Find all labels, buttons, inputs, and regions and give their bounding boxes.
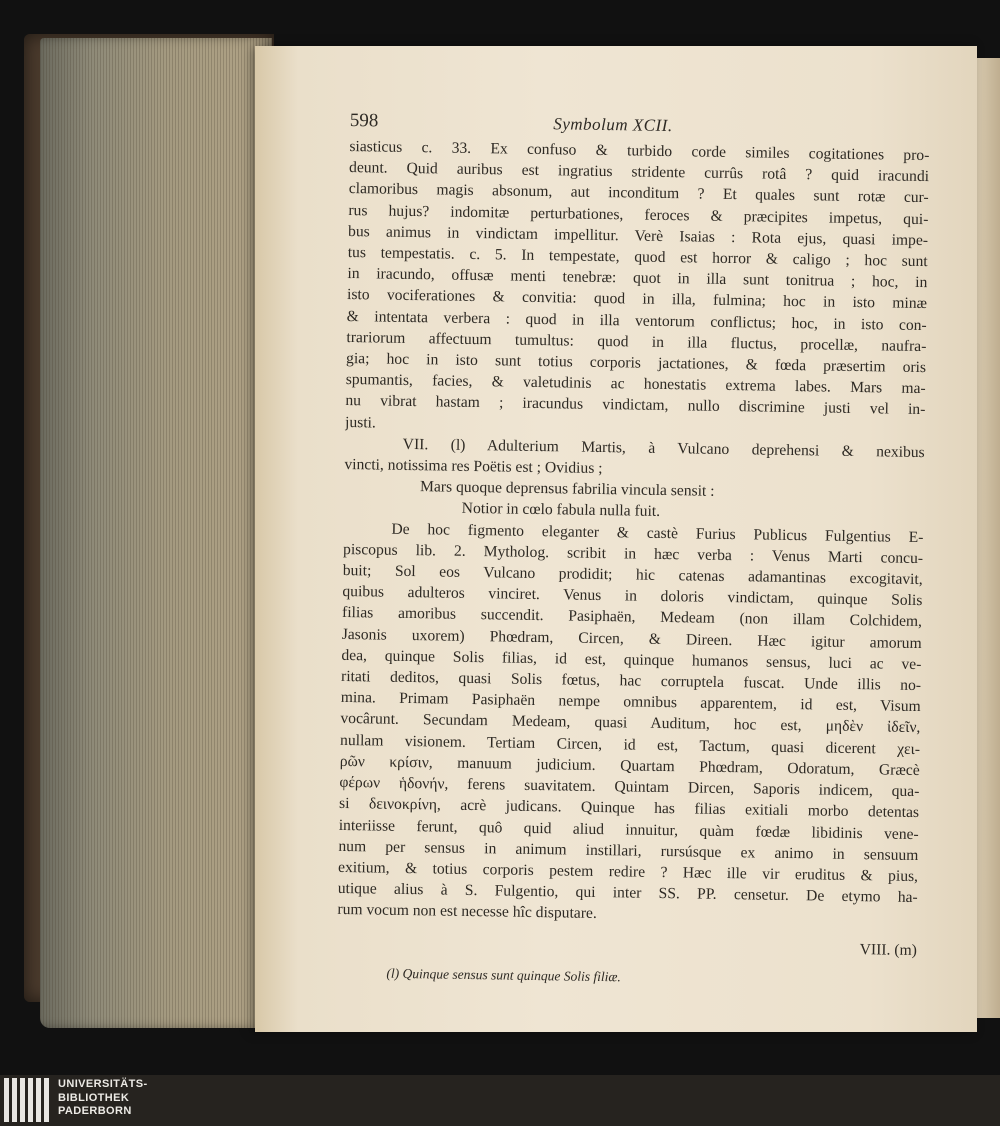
text-line: deunt. Quid auribus est ingratius stridente currûs rotâ ? quid iracundi — [348, 159, 930, 186]
text-line: vocârunt. Secundam Medeam, quasi Auditum, hoc est, μηδὲν ἰδεῖν, — [340, 710, 921, 737]
text-line: quibus adulteros vinciret. Venus in doloris vindictam, quinque Solis — [342, 583, 923, 610]
library-name — [58, 1078, 148, 1119]
text-line: φέρων ἡδονήν, ferens suavitatem. Quintam Dircen, Saporis indicem, qua- — [339, 774, 920, 801]
text-line: utique alius à S. Fulgentio, qui inter SS. PP. censetur. De etymo ha- — [337, 880, 918, 907]
page-number: 598 — [349, 110, 379, 132]
facing-page-edge — [976, 58, 1000, 1018]
text-line: nullam visionem. Tertiam Circen, id est, Tactum, quasi dicerent χει- — [339, 731, 921, 758]
text-line: dea, quinque Solis filias, id est, quinque humanos sensus, luci ac ve- — [341, 646, 922, 673]
verse-line: Mars quoque deprensus fabrilia vincula sensit : — [419, 478, 715, 501]
text-line: clamoribus magis absonum, aut inconditum ? Et quales sunt rotæ cur- — [348, 180, 929, 207]
page-text — [336, 110, 930, 992]
text-line: rum vocum non est necesse hîc disputare. — [337, 901, 597, 923]
library-name-line: PADERBORN — [58, 1105, 132, 1117]
text-line: piscopus lib. 2. Mytholog. scribit in hæc verba : Venus Marti concu- — [342, 540, 924, 567]
text-line: & intentata verbera : quod in illa ventorum conflictus; hoc, in isto con- — [346, 307, 927, 334]
paragraph-1 — [345, 136, 930, 442]
text-line: Jasonis uxorem) Phœdram, Circen, & Direen. Hæc igitur amorum — [341, 625, 922, 652]
text-line: mina. Primam Pasiphaën nempe omnibus apparentem, id est, Visum — [340, 689, 921, 716]
catchword: VIII. (m) — [859, 940, 918, 959]
text-line: justi. — [344, 413, 376, 432]
library-logo-icon — [4, 1078, 54, 1122]
text-line: filias amoribus succendit. Pasiphaën, Medeam (non illam Colchidem, — [341, 604, 923, 631]
text-line: ritati deditos, quasi Solis fœtus, hac corruptela fuscat. Unde illis no- — [340, 668, 922, 695]
text-line: vincti, notissima res Poëtis est ; Ovidius ; — [344, 456, 603, 478]
text-line: VII. (l) Adulterium Martis, à Vulcano deprehensi & nexibus — [402, 435, 925, 461]
text-line: in iracundo, offusæ menti tenebræ: quot in illa sunt tonitrua ; hoc, in — [347, 265, 928, 292]
text-line: interiisse ferunt, quô quid aliud innuitur, quàm fœdæ libidinis vene- — [338, 816, 919, 843]
text-line: gia; hoc in isto sunt totius corporis jactationes, & fœda præsertim oris — [345, 350, 927, 377]
verse-line: Notior in cœlo fabula nulla fuit. — [461, 500, 661, 521]
library-name-line: BIBLIOTHEK — [58, 1091, 130, 1104]
text-line: tus tempestatis. c. 5. In tempestate, quod est horror & caligo ; hoc sunt — [347, 243, 928, 271]
text-line: num per sensus in animum instillari, rursúsque ex animo in sensuum — [338, 837, 919, 864]
library-footer — [0, 1075, 1000, 1126]
page-fore-edge — [40, 38, 272, 1028]
text-line: siasticus c. 33. Ex confuso & turbido corde similes cogitationes pro- — [349, 137, 930, 165]
paragraph-3 — [337, 518, 923, 930]
text-line: buit; Sol eos Vulcano prodidit; hic catenas adamantinas excogitavit, — [342, 562, 923, 589]
text-line: bus animus in vindictam impellitur. Verè Isaias : Rota ejus, quasi impe- — [347, 222, 929, 249]
library-name-line: UNIVERSITÄTS- — [58, 1078, 148, 1090]
text-line: De hoc figmento eleganter & castè Furius Publicus Fulgentius E- — [391, 520, 924, 546]
text-line: si δεινοκρίνη, acrè judicans. Quinque has filias exitiali morbo detentas — [338, 795, 920, 822]
text-line: rus hujus? indomitæ perturbationes, feroces & præcipites impetus, qui- — [348, 201, 929, 228]
text-line: isto vociferationes & convitia: quod in illa, fulmina; hoc in isto minæ — [346, 286, 928, 313]
text-line: ρῶν κρίσιν, manuum judicium. Quartam Phœdram, Odoratum, Græcè — [339, 752, 920, 779]
text-line: spumantis, facies, & valetudinis ac honestatis extrema labes. Mars ma- — [345, 371, 926, 398]
text-line: exitium, & totius corporis pestem redire ? Hæc ille vir eruditus & pius, — [337, 858, 919, 885]
running-head: Symbolum XCII. — [553, 114, 673, 136]
footnote: (l) Quinque sensus sunt quinque Solis filiæ. — [386, 965, 621, 985]
text-line: trariorum affectuum tumultus: quod in illa fluctus, procellæ, naufra- — [346, 328, 927, 355]
text-line: nu vibrat hastam ; iracundus vindictam, nullo discrimine justi vel in- — [345, 392, 926, 419]
